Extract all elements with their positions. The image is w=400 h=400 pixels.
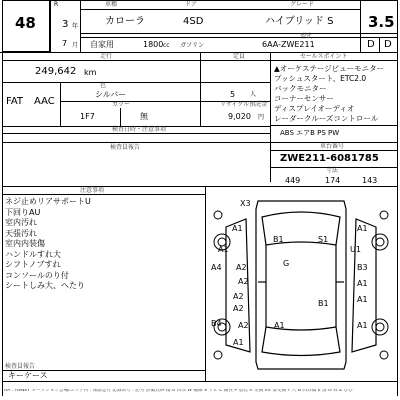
chassis-number: ZWE211-6081785 bbox=[280, 153, 379, 164]
mileage-unit: km bbox=[84, 68, 97, 77]
score: 3.5 bbox=[368, 13, 395, 31]
damage-label: A1 bbox=[357, 321, 368, 330]
dim-width: 174 bbox=[325, 176, 341, 185]
dim-length: 449 bbox=[285, 176, 301, 185]
v-divider-score-split bbox=[379, 37, 380, 52]
year-unit: 年 bbox=[72, 23, 79, 30]
wheel-fr bbox=[372, 234, 388, 250]
h-divider-chassis bbox=[270, 150, 398, 151]
damage-label: A2 bbox=[238, 321, 249, 330]
damage-label: S1 bbox=[318, 235, 329, 244]
damage-label: A1 bbox=[218, 245, 229, 254]
exterior-score: D bbox=[384, 39, 392, 50]
v-divider-score bbox=[360, 0, 361, 52]
damage-label: A2 bbox=[233, 304, 244, 313]
damage-label: A2 bbox=[238, 277, 249, 286]
wheel-rr bbox=[372, 319, 388, 335]
h-divider-header-mid bbox=[80, 33, 397, 34]
damage-label: A4 bbox=[211, 263, 222, 272]
r-label: R bbox=[54, 1, 59, 8]
lbl-grade: グレード bbox=[290, 1, 315, 8]
corner-marker bbox=[214, 211, 222, 219]
grade-name: ハイブリッド S bbox=[265, 16, 334, 27]
dims-label: 寸法 bbox=[326, 167, 339, 174]
options-list bbox=[274, 64, 396, 124]
car-diagram bbox=[206, 187, 397, 381]
corner-marker bbox=[380, 211, 388, 219]
options-title: セールスポイント bbox=[300, 53, 348, 60]
h-divider-specs-5 bbox=[2, 133, 270, 134]
lbl-color: 色 bbox=[100, 82, 107, 89]
h-divider-options bbox=[270, 125, 398, 126]
option-item: ディスプレイオーディオ bbox=[274, 104, 355, 113]
lbl-door: ドア bbox=[185, 1, 197, 8]
hub-fr bbox=[376, 238, 384, 246]
mileage: 249,642 bbox=[35, 66, 77, 77]
color-name: シルバー bbox=[95, 90, 127, 99]
lot-number: 48 bbox=[15, 14, 36, 32]
lbl-type: 型式 bbox=[300, 33, 313, 40]
note-item: ネジ止めリアサポートU bbox=[5, 197, 91, 206]
corner-marker bbox=[214, 351, 222, 359]
h-divider-specs-2 bbox=[2, 82, 270, 83]
color-code: 1F7 bbox=[80, 112, 95, 121]
displacement-unit: cc bbox=[163, 42, 170, 49]
damage-label: A1 bbox=[232, 224, 243, 233]
interior-score: D bbox=[367, 39, 375, 50]
seats-unit: 人 bbox=[250, 91, 257, 98]
v-divider-specs-left bbox=[60, 82, 61, 126]
note-item: 天張汚れ bbox=[5, 228, 37, 238]
note-item: コンソールのり付 bbox=[5, 270, 69, 280]
month: 7 bbox=[62, 39, 68, 48]
model-name: カローラ bbox=[105, 16, 145, 27]
recycle-amount: 9,020 bbox=[228, 112, 251, 121]
damage-label: A1 bbox=[357, 224, 368, 233]
v-divider-specs-mid bbox=[200, 52, 201, 126]
lbl-maker: 車種 bbox=[105, 1, 118, 8]
option-item: コーナーセンサー bbox=[274, 94, 334, 103]
damage-label: A1 bbox=[357, 295, 368, 304]
damage-label: B1 bbox=[318, 299, 329, 308]
equipment: ABS エアB PS PW bbox=[280, 129, 340, 137]
frame-top bbox=[2, 0, 398, 1]
damage-label: A1 bbox=[233, 338, 244, 347]
note-item: ハンドルすれ大 bbox=[5, 249, 61, 259]
option-item: レーダークルーズコントロール bbox=[274, 114, 379, 123]
lbl-seats-top: 定員 bbox=[233, 53, 246, 60]
note-label: 検査日時・注意事項 bbox=[112, 126, 167, 133]
damage-label: B3 bbox=[357, 263, 368, 272]
note-item: 下回りAU bbox=[5, 207, 41, 217]
recycle-label: リサイクル預託金 bbox=[220, 101, 268, 108]
model-code: 6AA-ZWE211 bbox=[262, 40, 315, 49]
damage-label: A2 bbox=[236, 263, 247, 272]
option-item: プッシュスタート、ETC2.0 bbox=[274, 74, 367, 83]
v-divider-1 bbox=[50, 0, 51, 52]
option-item: バックモニター bbox=[274, 84, 327, 93]
body-type: 4SD bbox=[183, 16, 204, 27]
damage-label: B4 bbox=[211, 319, 222, 328]
damage-label: G bbox=[283, 259, 290, 268]
h-divider-header-mid2 bbox=[80, 37, 397, 38]
notes-title: 注意事項 bbox=[80, 187, 105, 194]
note-item: 室内内装傷 bbox=[5, 239, 45, 248]
footer-legend: AA : ASNET オークション会場/エリア内 : 保証走行 記録あり : 記号 評価点/A 傷 U 凹み W 補修 S サビ C 腐食 P 塗装 X 交換 XX 要交換 Y 穴 B 凹み傷 E 鳥 G 石 Z ひび bbox=[4, 389, 353, 393]
recycle-unit: 円 bbox=[258, 114, 265, 121]
notes-list bbox=[5, 197, 203, 292]
chassis-title: 車台番号 bbox=[320, 143, 345, 150]
v-divider-2 bbox=[80, 0, 81, 52]
seats: 5 bbox=[230, 90, 236, 99]
damage-label: B1 bbox=[273, 235, 284, 244]
damage-label: A2 bbox=[233, 292, 244, 301]
transmission: FAT bbox=[6, 96, 24, 107]
ac: AAC bbox=[34, 96, 55, 107]
notes-head-label: 検査員報告 bbox=[110, 144, 141, 151]
lbl-mileage: 走行 bbox=[100, 53, 113, 60]
damage-label: U1 bbox=[350, 245, 361, 254]
v-divider-specs-color bbox=[120, 108, 121, 126]
note-item: 室内汚れ bbox=[5, 218, 37, 227]
damage-label: X3 bbox=[240, 199, 251, 208]
month-unit: 月 bbox=[72, 42, 79, 49]
note-item: シフトノブすれ bbox=[5, 260, 61, 269]
h-divider-notes bbox=[2, 194, 205, 195]
usage: 自家用 bbox=[90, 40, 114, 49]
key-note: キーケース bbox=[8, 371, 48, 380]
year: 3 bbox=[62, 19, 69, 30]
corner-marker bbox=[380, 351, 388, 359]
dash-label: カラー bbox=[112, 101, 131, 108]
h-divider-footer bbox=[2, 381, 398, 382]
body-outline bbox=[256, 201, 346, 369]
v-divider-specs-right bbox=[270, 52, 271, 182]
displacement: 1800 bbox=[143, 40, 164, 49]
inspection-value: 無 bbox=[140, 112, 148, 121]
hub-rr bbox=[376, 323, 384, 331]
damage-label: A1 bbox=[274, 321, 285, 330]
inspector-label: 検査員報告 bbox=[5, 363, 36, 370]
note-item: シートしみ大、へたり bbox=[5, 281, 85, 290]
dim-height: 143 bbox=[362, 176, 378, 185]
option-item: ▲オーケステージビューモニター bbox=[274, 64, 385, 73]
h-divider-header-top bbox=[80, 9, 360, 10]
damage-label: A1 bbox=[357, 279, 368, 288]
rear-window-outline bbox=[262, 327, 340, 356]
fuel: ガソリン bbox=[180, 42, 205, 49]
